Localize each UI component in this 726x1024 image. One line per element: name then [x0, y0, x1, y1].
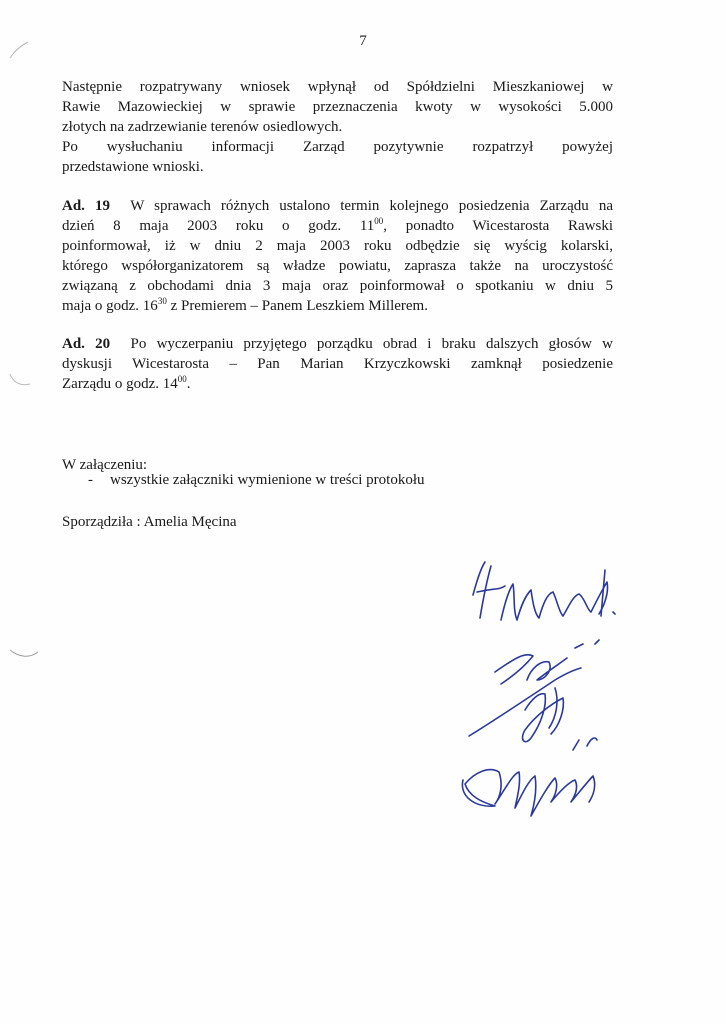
text-line: Po wysłuchaniu informacji Zarząd pozytywnie rozpatrzył powyżej	[62, 139, 613, 155]
text-line: poinformował, iż w dniu 2 maja 2003 roku odbędzie się wyścig kolarski,	[62, 238, 613, 254]
superscript-minutes: 00	[177, 374, 187, 384]
text-line: Rawie Mazowieckiej w sprawie przeznaczenia kwoty w wysokości 5.000	[62, 99, 613, 115]
text-line: którego współorganizatorem są władze powiatu, zaprasza także na uroczystość	[62, 258, 613, 274]
text-line	[62, 216, 613, 236]
superscript-minutes: 00	[374, 216, 384, 226]
bullet-marker: -	[88, 472, 93, 488]
attachment-item-text: wszystkie załączniki wymienione w treści protokołu	[110, 472, 425, 488]
paragraph-ad-19	[62, 196, 613, 316]
signature-stroke	[613, 612, 615, 614]
section-label-ad-19: Ad. 19	[62, 198, 111, 214]
text-line: dyskusji Wicestarosta – Pan Marian Krzyczkowski zamknął posiedzenie	[62, 356, 613, 372]
text-line	[62, 374, 613, 394]
signature-stroke	[462, 770, 594, 816]
scan-mark	[4, 370, 34, 390]
text-line: związaną z obchodami dnia 3 maja oraz poinformował o spotkaniu w dniu 5	[62, 278, 613, 294]
text-fragment: , ponadto Wicestarosta Rawski	[383, 218, 613, 234]
prepared-by: Sporządziła : Amelia Męcina	[62, 514, 237, 530]
section-label-ad-20: Ad. 20	[62, 336, 111, 352]
scan-mark	[4, 36, 34, 66]
text-fragment: z Premierem – Panem Leszkiem Millerem.	[166, 298, 428, 314]
text-fragment: Po wyczerpaniu przyjętego porządku obrad i braku dalszych głosów w	[130, 336, 614, 352]
superscript-minutes: 30	[157, 296, 167, 306]
text-line: Następnie rozpatrywany wniosek wpłynął od Spółdzielni Mieszkaniowej w	[62, 79, 613, 95]
text-line: przedstawione wnioski.	[62, 159, 204, 175]
text-line: złotych na zadrzewianie terenów osiedlowych.	[62, 119, 343, 135]
text-line	[62, 334, 613, 354]
signature-stroke	[473, 562, 608, 620]
text-fragment: maja o godz. 16	[62, 298, 158, 314]
signature-stroke	[573, 738, 597, 750]
text-fragment: .	[186, 376, 191, 392]
text-fragment: W sprawach różnych ustalono termin kolejnego posiedzenia Zarządu na	[130, 198, 613, 214]
text-fragment: dzień 8 maja 2003 roku o godz. 11	[62, 218, 375, 234]
paragraph-housing-cooperative	[62, 77, 613, 177]
page-number: 7	[359, 33, 367, 49]
attachments-list-item	[88, 470, 425, 490]
text-fragment: Zarządu o godz. 14	[62, 376, 178, 392]
signature-stroke	[469, 668, 581, 736]
scan-mark	[4, 640, 44, 664]
signature-stroke	[549, 688, 557, 728]
handwritten-signatures	[455, 540, 655, 830]
text-line	[62, 196, 613, 216]
text-line	[62, 296, 613, 316]
attachments-heading: W załączeniu:	[62, 457, 148, 473]
paragraph-ad-20	[62, 334, 613, 394]
signature-stroke	[495, 640, 599, 684]
